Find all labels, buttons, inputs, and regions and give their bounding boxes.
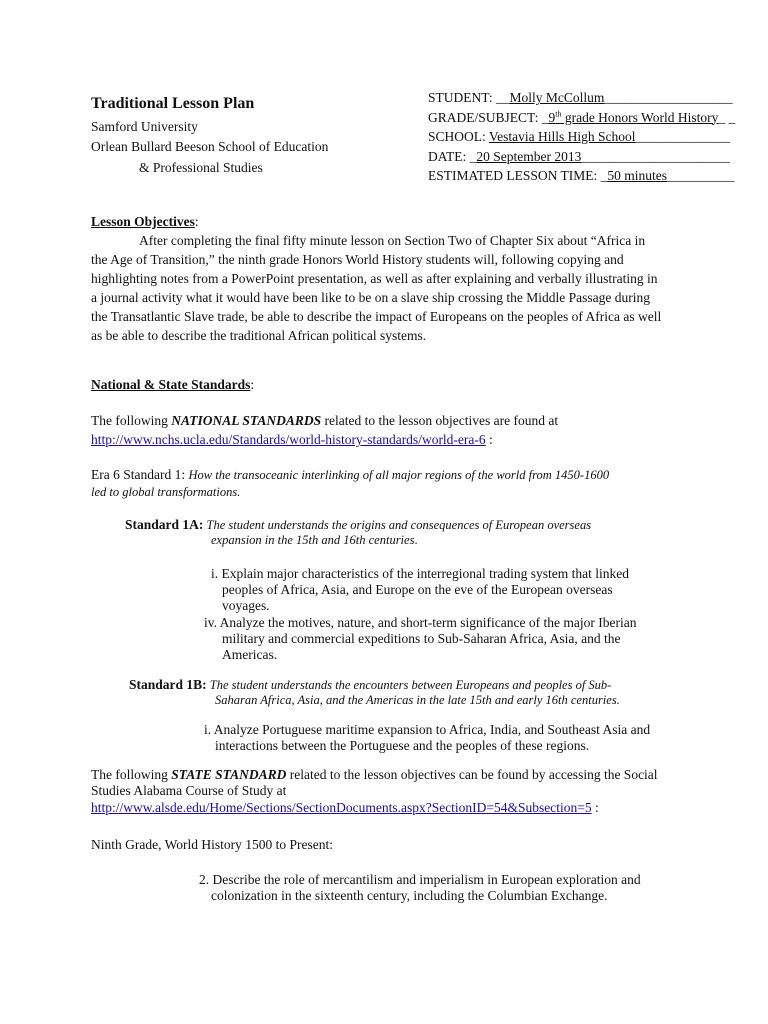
- student-value: Molly McCollum: [509, 90, 605, 105]
- objectives-line-6: as be able to describe the traditional African political systems.: [91, 328, 427, 343]
- state-standard-link[interactable]: http://www.alsde.edu/Home/Sections/SectionDocuments.aspx?SectionID=54&Subsection=5: [91, 800, 592, 815]
- ninth-grade-heading: Ninth Grade, World History 1500 to Present:: [91, 837, 334, 852]
- standard-1a-line-2: expansion in the 15th and 16th centuries.: [211, 533, 418, 547]
- objectives-line-2: the Age of Transition,” the ninth grade Honors World History students will, following copying and: [91, 252, 624, 267]
- state-item-2-line-1: 2. Describe the role of mercantilism and imperialism in European exploration and: [199, 872, 641, 887]
- grade-value: 9th grade Honors World History: [548, 109, 719, 125]
- date-row: DATE: _20 September 2013______________________: [428, 148, 730, 164]
- state-standard-line-2: Studies Alabama Course of Study at: [91, 783, 287, 798]
- info-block: [428, 88, 735, 186]
- standard-1a-item-i-line-1: i. Explain major characteristics of the interregional trading system that linked: [211, 566, 629, 581]
- era-standard: Era 6 Standard 1: How the transoceanic interlinking of all major regions of the world from 1450-1600: [91, 467, 610, 482]
- objectives-heading: Lesson Objectives:: [91, 214, 199, 229]
- state-standard-link-line: http://www.alsde.edu/Home/Sections/SectionDocuments.aspx?SectionID=54&Subsection=5 :: [91, 800, 599, 815]
- time-row: ESTIMATED LESSON TIME: _50 minutes__________: [428, 168, 735, 183]
- school-name-line1: Orlean Bullard Beeson School of Education: [91, 139, 329, 154]
- objectives-line-4: a journal activity what it would have been like to be on a slave ship crossing the Middle Passage during: [91, 290, 650, 305]
- standards-heading: National & State Standards:: [91, 377, 255, 392]
- national-standards-link-line: http://www.nchs.ucla.edu/Standards/world-history-standards/world-era-6 :: [91, 432, 493, 447]
- school-value: Vestavia Hills High School: [488, 129, 636, 144]
- national-standards-intro: The following NATIONAL STANDARDS related to the lesson objectives are found at: [91, 413, 559, 428]
- state-item-2-line-2: colonization in the sixteenth century, including the Columbian Exchange.: [211, 888, 608, 903]
- standard-1b-item-i-line-2: interactions between the Portuguese and the peoples of these regions.: [215, 738, 590, 753]
- state-standard-intro: The following STATE STANDARD related to the lesson objectives can be found by accessing the Social: [91, 767, 658, 782]
- standard-1a-item-iv-line-2: military and commercial expeditions to Sub-Saharan Africa, Asia, and the: [222, 631, 621, 646]
- standard-1a: Standard 1A: The student understands the origins and consequences of European overseas: [125, 517, 592, 532]
- grade-row: GRADE/SUBJECT: _9th grade Honors World History_ _: [428, 109, 736, 125]
- school-row: SCHOOL: Vestavia Hills High School______________: [428, 129, 731, 144]
- objectives-line-3: highlighting notes from a PowerPoint presentation, as well as after explaining and verbally illustrating in: [91, 271, 658, 286]
- standard-1b-line-2: Saharan Africa, Asia, and the Americas in the late 15th and early 16th centuries.: [215, 693, 620, 707]
- standard-1a-item-i-line-2: peoples of Africa, Asia, and Europe on the eve of the European overseas: [222, 582, 613, 597]
- standard-1a-item-iv-line-3: Americas.: [222, 647, 278, 662]
- era-standard-line-2: led to global transformations.: [91, 485, 241, 499]
- standard-1a-item-i-line-3: voyages.: [222, 598, 270, 613]
- standard-1a-item-iv-line-1: iv. Analyze the motives, nature, and short-term significance of the major Iberian: [204, 615, 637, 630]
- date-value: 20 September 2013: [476, 148, 582, 164]
- objectives-line-5: the Transatlantic Slave trade, be able to describe the impact of Europeans on the peoples of Africa as well: [91, 309, 662, 324]
- standard-1b-item-i-line-1: i. Analyze Portuguese maritime expansion to Africa, India, and Southeast Asia and: [204, 722, 651, 737]
- standard-1b: Standard 1B: The student understands the encounters between Europeans and peoples of Sub-: [129, 677, 612, 692]
- national-standards-link[interactable]: http://www.nchs.ucla.edu/Standards/world-history-standards/world-era-6: [91, 432, 486, 447]
- time-value: 50 minutes: [607, 168, 668, 183]
- student-row: STUDENT: __Molly McCollum___________________: [428, 90, 733, 105]
- document-title: Traditional Lesson Plan: [91, 95, 255, 112]
- objectives-line-1: After completing the final fifty minute lesson on Section Two of Chapter Six about “Africa in: [139, 233, 646, 248]
- school-name-line2: & Professional Studies: [139, 160, 263, 175]
- university-name: Samford University: [91, 119, 198, 134]
